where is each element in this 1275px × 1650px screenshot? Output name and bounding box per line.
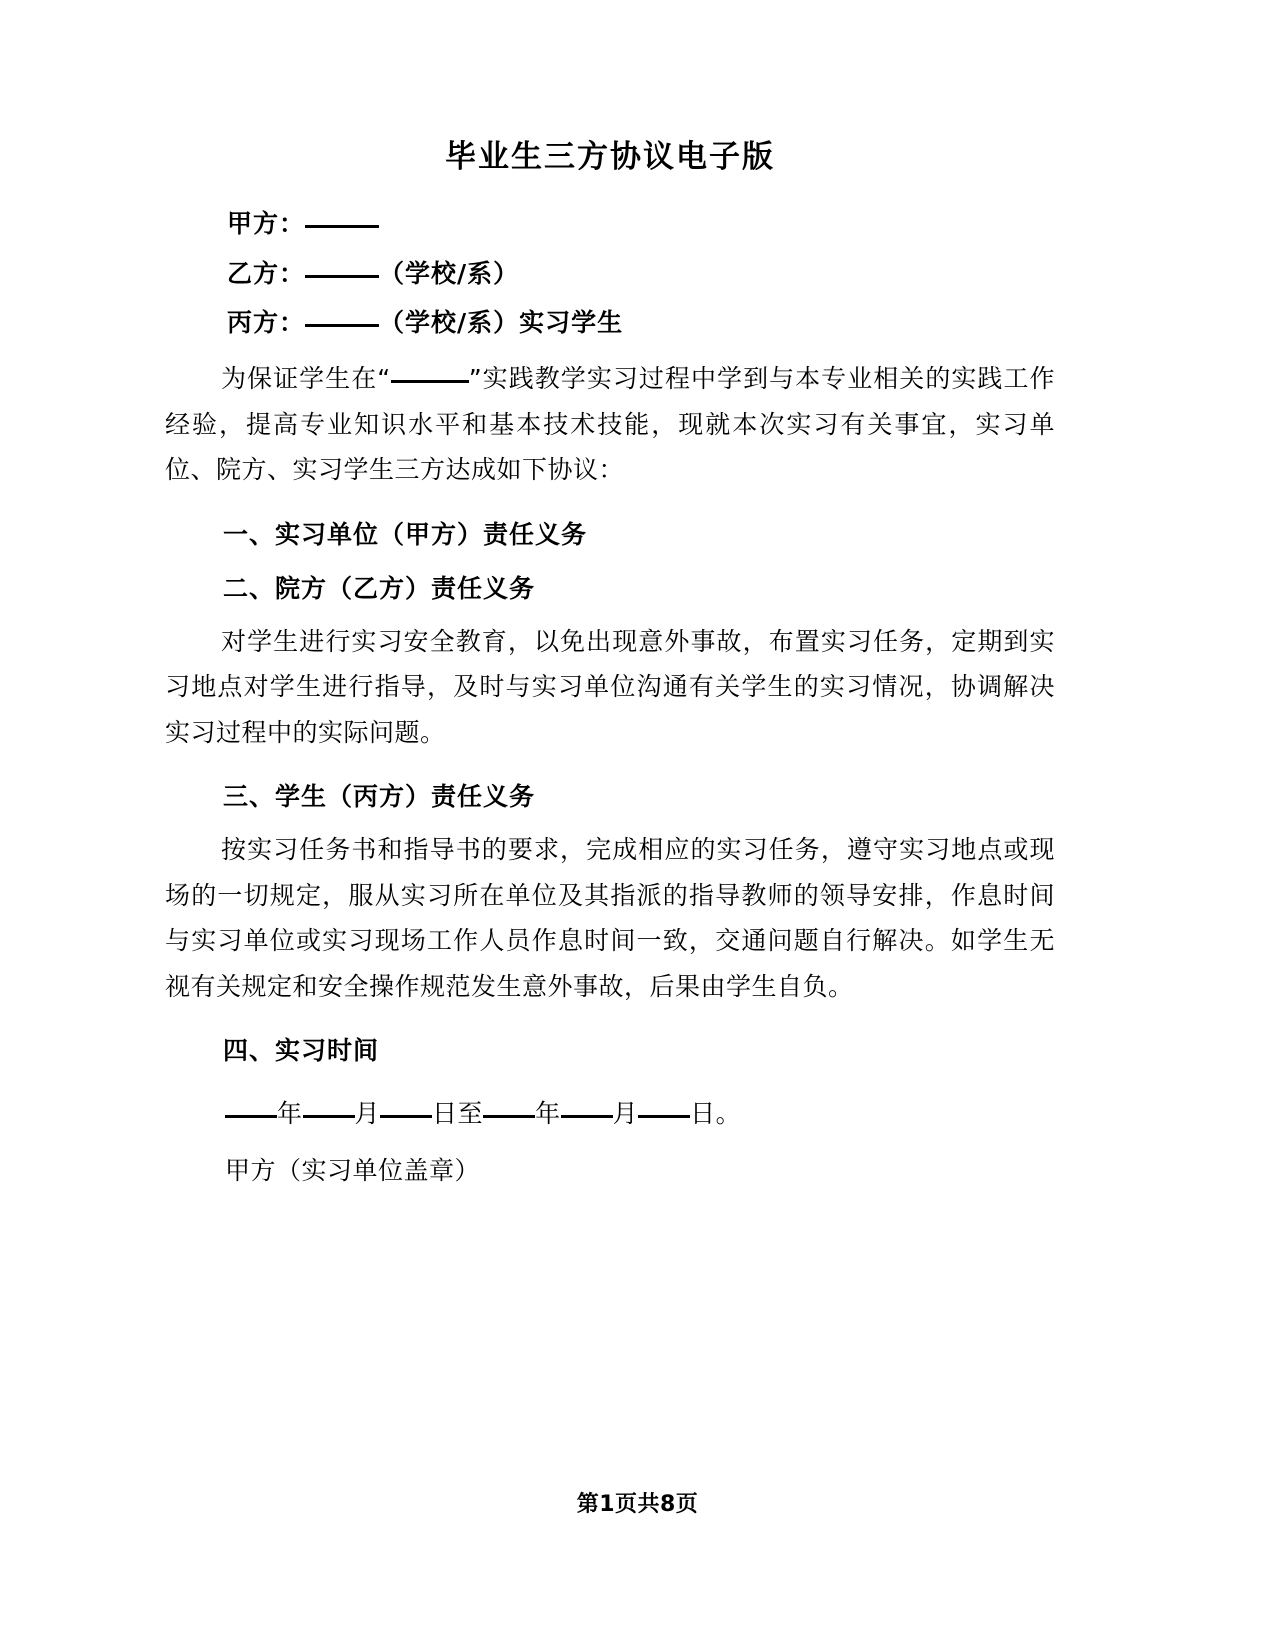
signature-line-jiafang: 甲方（实习单位盖章） bbox=[225, 1155, 481, 1185]
section-heading-1: 一、实习单位（甲方）责任义务 bbox=[223, 519, 588, 549]
fill-blank-start-year[interactable] bbox=[225, 1115, 277, 1118]
party-line-yifang bbox=[165, 257, 1055, 291]
intro-text-after: ”实践教学实习过程中学到与本专业相关的实践工作经验，提高专业知识水平和基本技术技能，现就本次实习有关事宜，实习单位、院方、实习学生三方达成如下协议： bbox=[165, 364, 1055, 484]
party-suffix-bingfang: （学校/系）实习学生 bbox=[379, 308, 624, 338]
fill-blank[interactable] bbox=[305, 324, 379, 327]
party-label-yifang: 乙方： bbox=[227, 258, 306, 288]
label-year-start: 年 bbox=[277, 1099, 303, 1128]
party-line-jiafang bbox=[165, 207, 1055, 241]
internship-date-line bbox=[165, 1093, 1055, 1136]
section-body-3: 按实习任务书和指导书的要求，完成相应的实习任务，遵守实习地点或现场的一切规定，服从实习所在单位及其指派的指导教师的领导安排，作息时间与实习单位或实习现场工作人员作息时间一致，交通问题自行解决。如学生无视有关规定和安全操作规范发生意外事故，后果由学生自负。 bbox=[165, 835, 1055, 1001]
party-label-bingfang: 丙方： bbox=[227, 308, 306, 338]
label-day-end: 日 bbox=[690, 1099, 716, 1128]
page-title: 毕业生三方协议电子版 bbox=[445, 139, 775, 175]
section-heading-2: 二、院方（乙方）责任义务 bbox=[223, 573, 536, 603]
section-body-2: 对学生进行实习安全教育，以免出现意外事故，布置实习任务，定期到实习地点对学生进行指导，及时与实习单位沟通有关学生的实习情况，协调解决实习过程中的实际问题。 bbox=[165, 626, 1055, 747]
document-content bbox=[165, 0, 1055, 1192]
fill-blank-start-month[interactable] bbox=[303, 1115, 355, 1118]
party-suffix-yifang: （学校/系） bbox=[379, 258, 520, 288]
label-year-end: 年 bbox=[535, 1099, 561, 1128]
page-footer: 第1页共8页 bbox=[576, 1492, 699, 1517]
label-month-start: 月 bbox=[354, 1099, 381, 1128]
party-line-bingfang bbox=[165, 306, 1055, 340]
intro-paragraph bbox=[165, 356, 1055, 493]
fill-blank-end-day[interactable] bbox=[638, 1115, 690, 1118]
section-heading-3: 三、学生（丙方）责任义务 bbox=[223, 782, 536, 811]
label-connector: 至 bbox=[457, 1099, 484, 1128]
fill-blank-start-day[interactable] bbox=[380, 1115, 432, 1118]
fill-blank[interactable] bbox=[305, 275, 379, 278]
party-block bbox=[165, 207, 1055, 340]
intro-text-before: 为保证学生在“ bbox=[221, 364, 391, 393]
label-period: 。 bbox=[715, 1099, 742, 1128]
party-label-jiafang: 甲方： bbox=[227, 208, 306, 238]
label-month-end: 月 bbox=[612, 1099, 639, 1128]
fill-blank[interactable] bbox=[391, 380, 469, 383]
label-day-start: 日 bbox=[432, 1099, 458, 1128]
fill-blank-end-year[interactable] bbox=[483, 1115, 535, 1118]
fill-blank[interactable] bbox=[305, 225, 379, 228]
section-heading-4: 四、实习时间 bbox=[223, 1036, 380, 1065]
fill-blank-end-month[interactable] bbox=[561, 1115, 613, 1118]
